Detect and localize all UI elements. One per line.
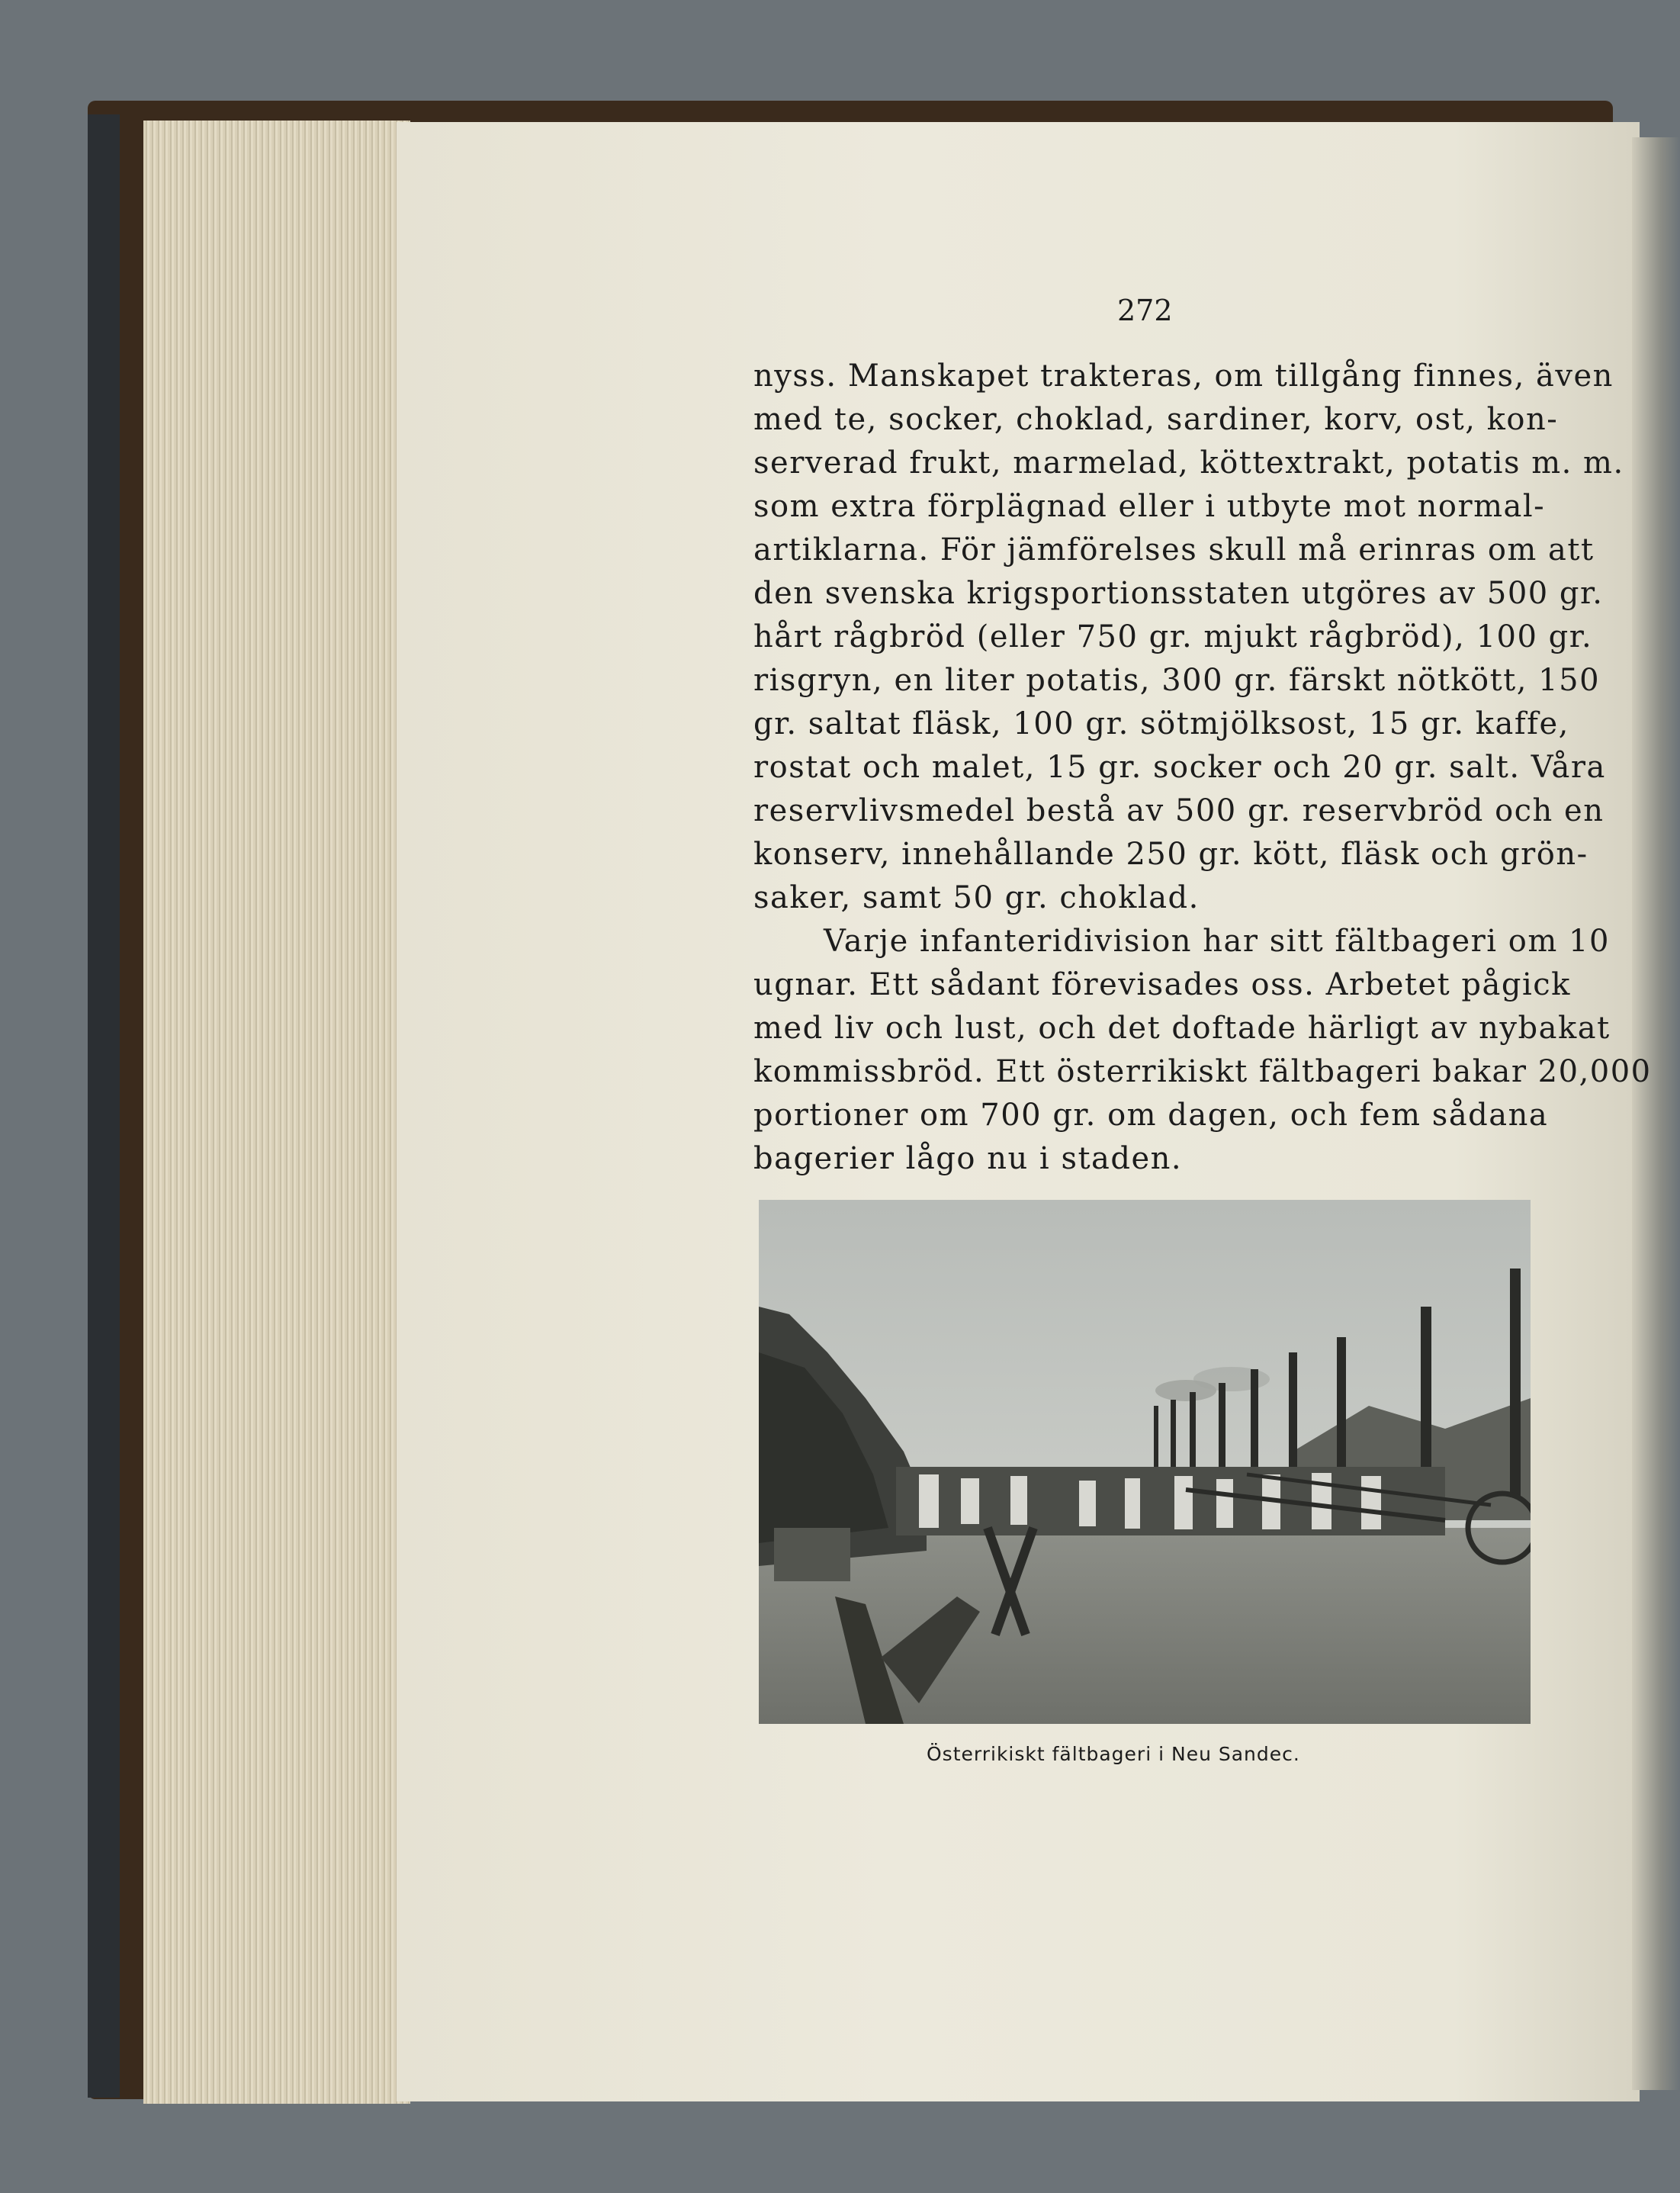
body-line: risgryn, en liter potatis, 300 gr. färskt nötkött, 150 <box>753 663 1601 698</box>
body-line: artiklarna. För jämförelses skull må erinras om att <box>753 532 1595 568</box>
body-line: gr. saltat fläsk, 100 gr. sötmjölksost, 15 gr. kaffe, <box>753 706 1569 741</box>
page-gutter-shadow <box>1632 137 1680 2090</box>
body-line: med liv och lust, och det doftade härligt av nybakat <box>753 1011 1611 1046</box>
body-line: portioner om 700 gr. om dagen, och fem sådana <box>753 1098 1549 1133</box>
body-line: konserv, innehållande 250 gr. kött, fläsk och grön- <box>753 837 1588 872</box>
body-line: hårt rågbröd (eller 750 gr. mjukt rågbröd), 100 gr. <box>753 619 1593 654</box>
body-line: Varje infanteridivision har sitt fältbageri om 10 <box>824 924 1610 959</box>
body-line: bagerier lågo nu i staden. <box>753 1141 1183 1176</box>
body-line: saker, samt 50 gr. choklad. <box>753 880 1200 915</box>
photo-caption: Österrikiskt fältbageri i Neu Sandec. <box>927 1743 1300 1765</box>
body-line: kommissbröd. Ett österrikiskt fältbageri bakar 20,000 <box>753 1054 1652 1089</box>
body-line: ugnar. Ett sådant förevisades oss. Arbetet pågick <box>753 967 1571 1002</box>
page-number: 272 <box>1117 294 1173 327</box>
field-bakery-photo <box>759 1200 1531 1724</box>
body-line: den svenska krigsportionsstaten utgöres av 500 gr. <box>753 576 1604 611</box>
body-line: nyss. Manskapet trakteras, om tillgång finnes, även <box>753 359 1614 394</box>
cover-edge <box>88 114 120 2098</box>
page-edges <box>143 121 410 2104</box>
body-line: med te, socker, choklad, sardiner, korv, ost, kon- <box>753 402 1559 437</box>
body-line: rostat och malet, 15 gr. socker och 20 gr. salt. Våra <box>753 750 1606 785</box>
body-line: som extra förplägnad eller i utbyte mot normal- <box>753 489 1546 524</box>
body-line: serverad frukt, marmelad, köttextrakt, potatis m. m. <box>753 445 1624 481</box>
body-line: reservlivsmedel bestå av 500 gr. reservbröd och en <box>753 793 1605 828</box>
